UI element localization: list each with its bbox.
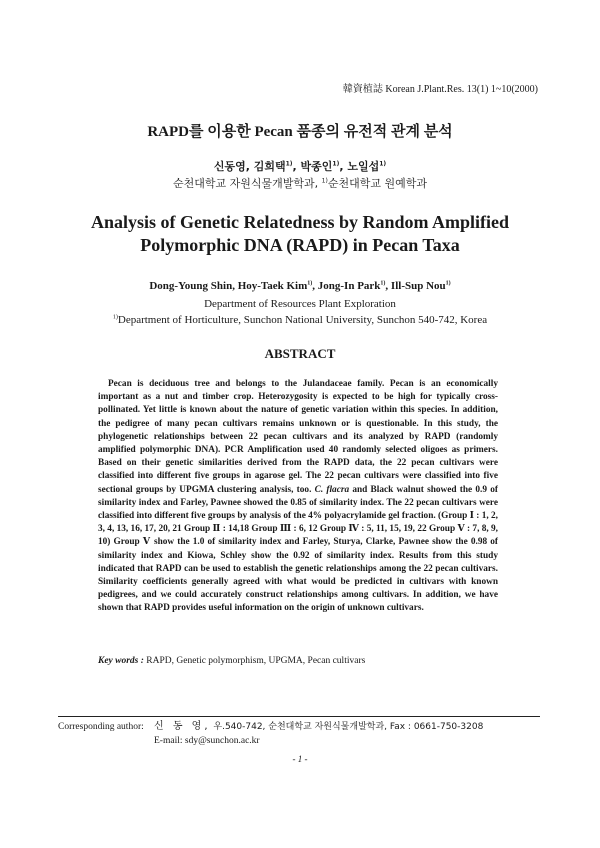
en-author-4: , Ill-Sup Nou (385, 280, 446, 292)
abstract-part-2: and Black walnut showed the 0.9 of similarity index and Farley, Pawnee showed the 0.85 of similarity index. The 22 pecan cultivars were classified into different five groups by analysis of the 4% polyacrylamide gel fraction. (Group Ⅰ : 1, 2, 3, 4, 13, 16, 17, 20, 21 Group Ⅱ : 14,18 Group Ⅲ : 6, 12 Group Ⅳ : 5, 11, 15, 19, 22 Group Ⅴ : 7, 8, 9, 10) Group Ⅴ show the 1.0 of similarity index and Farley, Sturya, Clarke, Pawnee show the 0.98 of similarity index and Kiowa, Schley show the 0.92 of similarity index. Results from this study indicated that RAPD can be used to establish the genetic relationships among the 22 pecan cultivars. Similarity coefficients generally agreed with what would be predicted in cultivars with known pedigrees, and we could accurately construct relationships among cultivars. In addition, we have shown that RAPD provides useful information on the origin of unknown cultivars. (98, 484, 499, 614)
english-affiliations (0, 296, 600, 328)
en-affil-line-1: Department of Resources Plant Exploration (204, 298, 396, 310)
kr-author-4-affil-mark: 1) (379, 160, 387, 168)
en-author-1-2: Dong-Young Shin, Hoy-Taek Kim (149, 280, 308, 292)
corresponding-author-name: 신 동 영, (154, 721, 211, 732)
en-affil-mark: 1) (112, 314, 118, 321)
kr-author-4: , 노일섭 (339, 160, 380, 173)
korean-title: RAPD를 이용한 Pecan 품종의 유전적 관계 분석 (147, 124, 453, 140)
en-author-3-affil-mark: 1) (380, 280, 386, 287)
corresponding-author-line (58, 720, 483, 734)
corresponding-author-email: E-mail: sdy@sunchon.ac.kr (154, 736, 260, 746)
kr-author-1: 신동영, (213, 160, 254, 173)
abstract-part-1: Pecan is deciduous tree and belongs to the Julandaceae family. Pecan is an economically important as a nut and timber crop. Heterozygosity is expected to be high for typically cross-pollinated. Yet little is known about the nature of genetic variation within this species. In addition, the pedigree of many pecan cultivars remains unknown or is questionable. In this study, the phylogenetic relationships between 22 pecan cultivars and its analyzed by RAPD (randomly amplified polymorphic DNA). PCR Amplification used 40 randomly selected oligoes as primers. Based on their genetic similarities derived from the RAPD data, the 22 pecan cultivars were classified into different five groups in agarose gel. The 22 pecan cultivars were classified into five sectional groups by UPGMA clustering analysis, too. (98, 379, 498, 495)
footnote-divider (58, 716, 540, 717)
kr-affil-2: 순천대학교 원예학과 (327, 177, 427, 190)
en-author-4-affil-mark: 1) (445, 280, 451, 287)
kr-affil-1: 순천대학교 자원식물개발학과, (173, 177, 322, 190)
kr-author-2-affil-mark: 1) (285, 160, 293, 168)
korean-affiliations (0, 175, 600, 191)
abstract-body (98, 378, 498, 616)
english-title (0, 211, 600, 257)
en-author-3: , Jong-In Park (312, 280, 381, 292)
journal-reference: 韓資植誌 Korean J.Plant.Res. 13(1) 1~10(2000) (342, 84, 538, 95)
en-author-2-affil-mark: 1) (307, 280, 313, 287)
kr-author-2: 김희택 (253, 160, 286, 173)
corresponding-author-details: 우.540-742, 순천대학교 자원식물개발학과, Fax : 0661-750-3208 (210, 722, 484, 732)
english-title-line-1: Analysis of Genetic Relatedness by Random Amplified (90, 212, 510, 232)
kr-author-3-affil-mark: 1) (332, 160, 340, 168)
english-authors (0, 280, 600, 292)
english-title-line-2: Polymorphic DNA (RAPD) in Pecan Taxa (140, 235, 460, 255)
corresponding-author-block (58, 720, 483, 748)
keywords-text: RAPD, Genetic polymorphism, UPGMA, Pecan cultivars (143, 656, 366, 666)
corresponding-author-label: Corresponding author: (58, 722, 144, 732)
keywords-label: Key words : (98, 656, 144, 666)
abstract-heading: ABSTRACT (264, 346, 336, 361)
en-affil-line-2-text: Department of Horticulture, Sunchon National University, Sunchon 540-742, Korea (117, 314, 488, 326)
page-number: - 1 - (292, 754, 308, 764)
keywords (98, 656, 518, 666)
kr-affil-mark: 1) (321, 177, 328, 185)
kr-author-3: , 박종인 (292, 160, 333, 173)
en-affil-line-2 (0, 312, 600, 328)
korean-authors (0, 158, 600, 174)
abstract-species-name: C. flacra (314, 484, 350, 495)
